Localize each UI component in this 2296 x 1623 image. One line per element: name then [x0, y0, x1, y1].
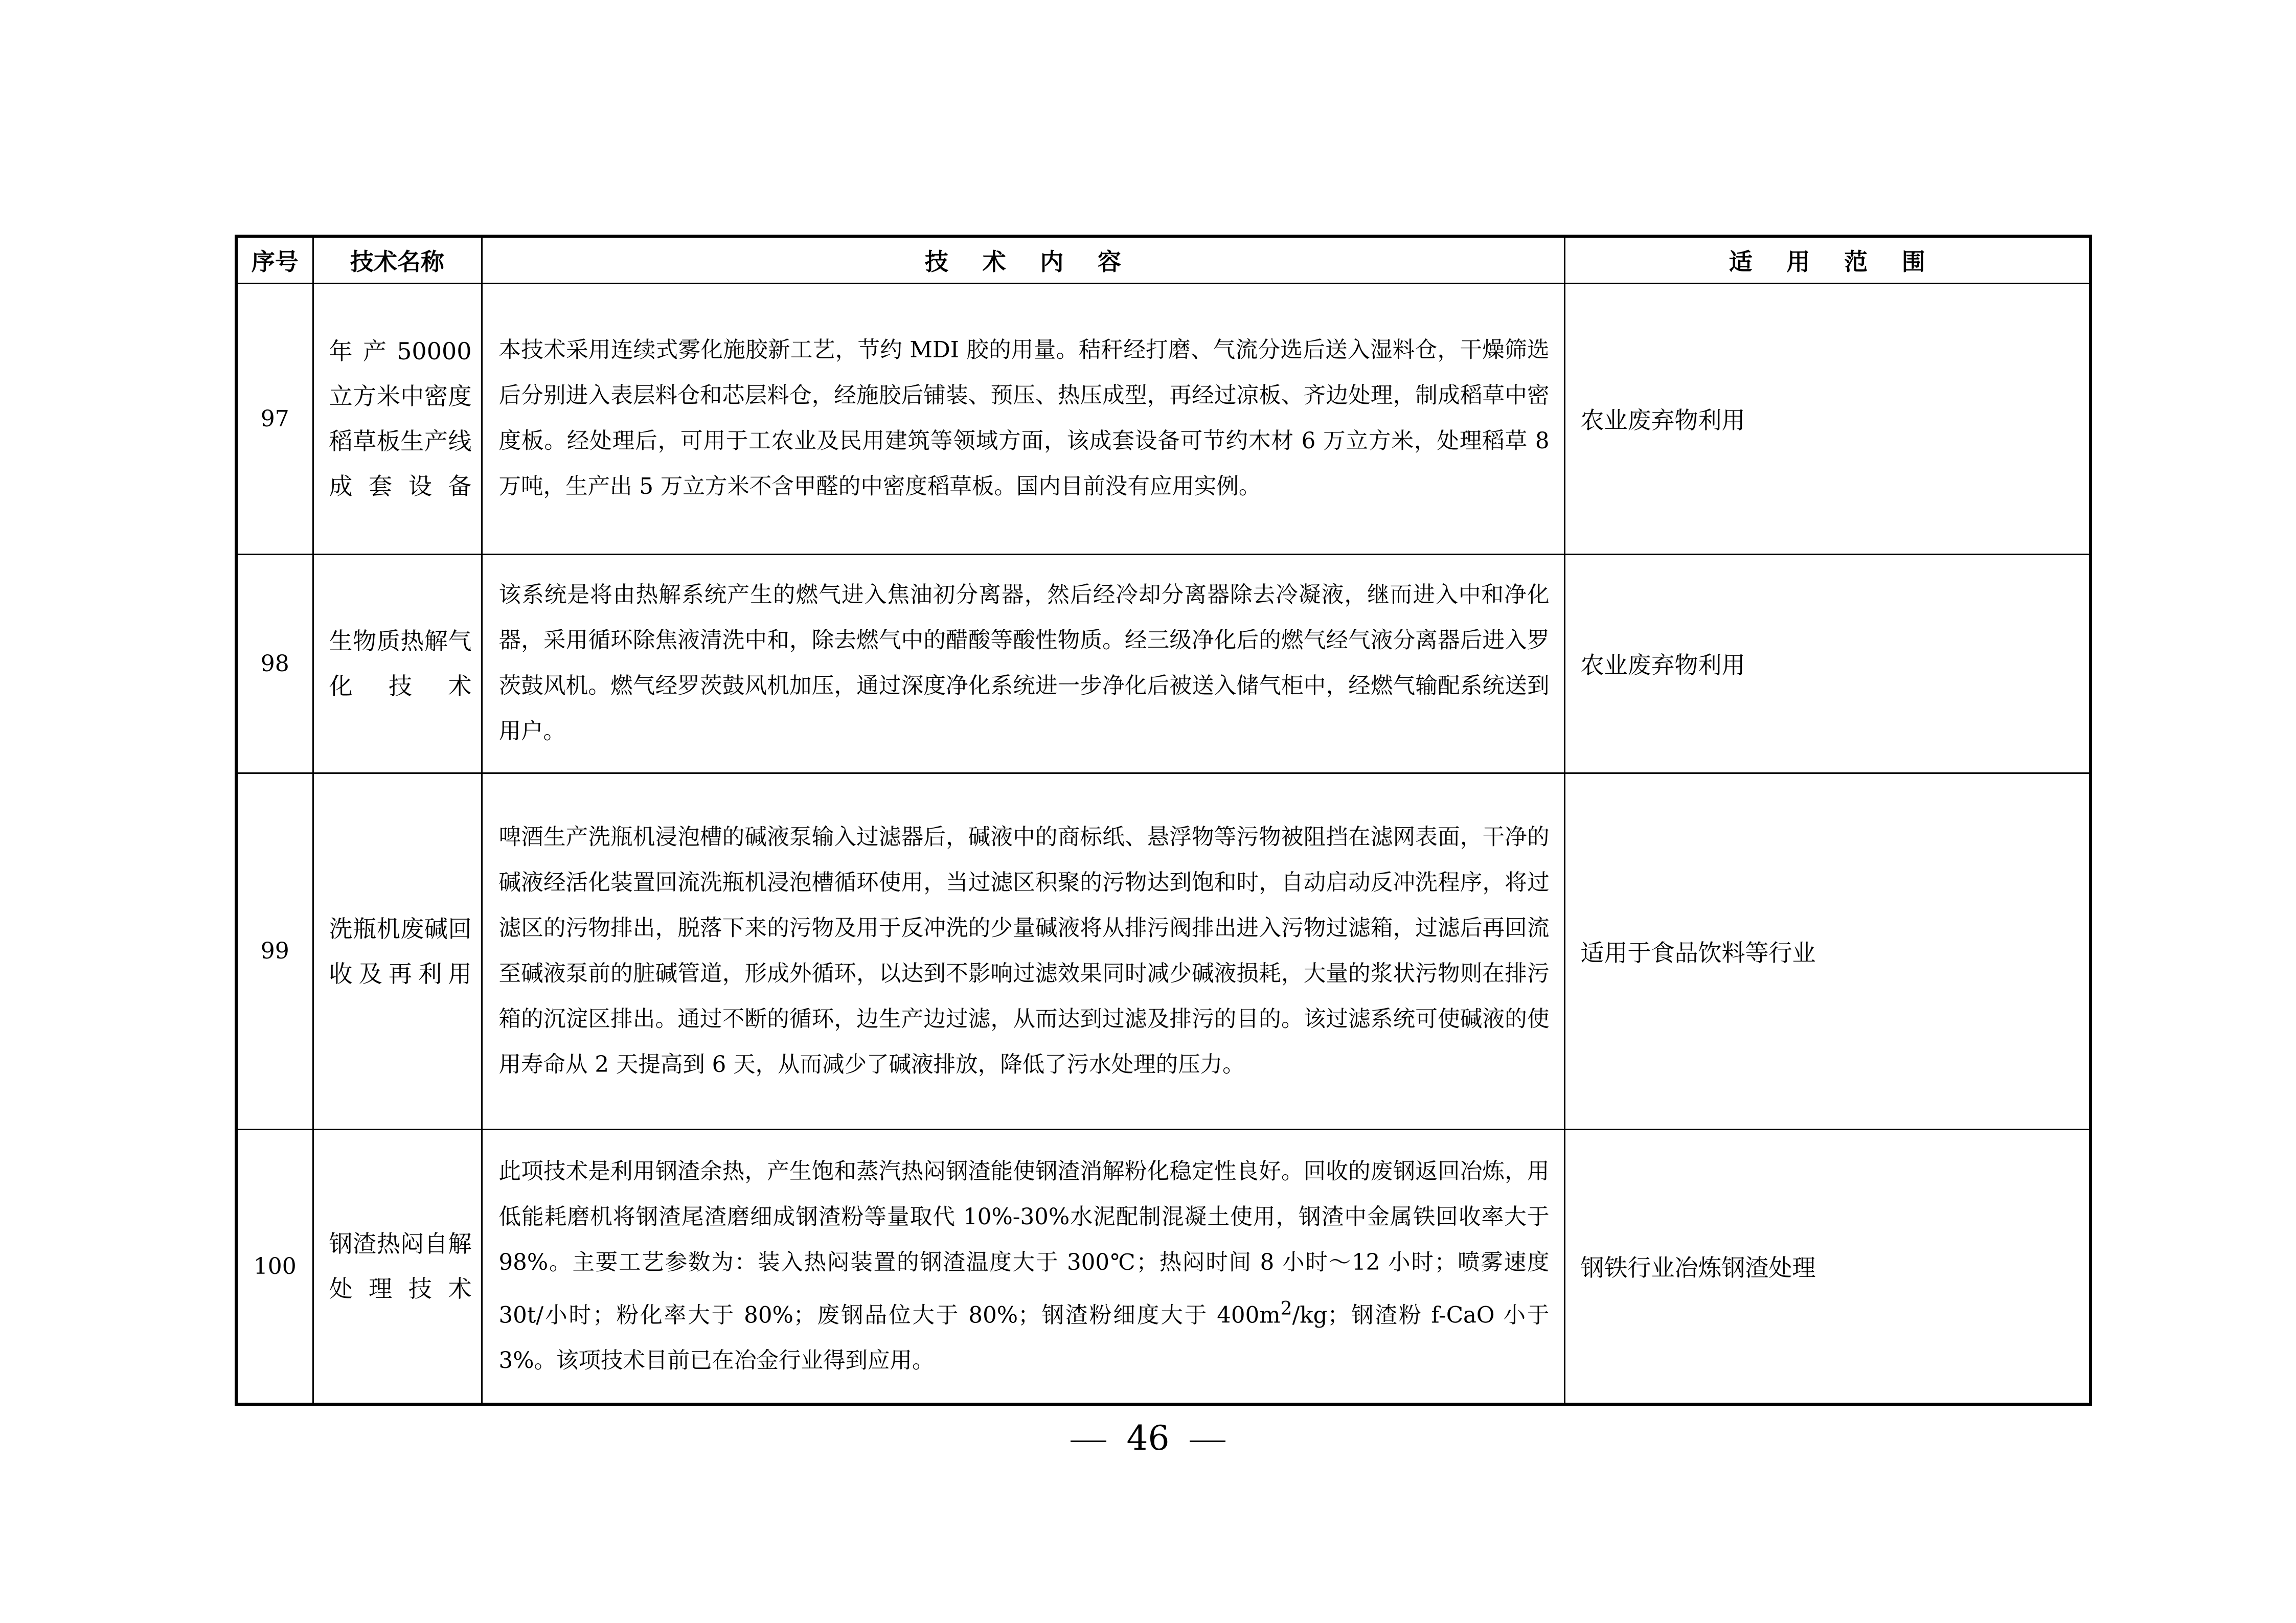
table-row — [236, 283, 2090, 554]
header-content: 技术内容 — [482, 236, 1564, 283]
table-row — [236, 1129, 2090, 1404]
content-text: 此项技术是利用钢渣余热，产生饱和蒸汽热闷钢渣能使钢渣消解粉化稳定性良好。回收的废钢返回冶炼，用低能耗磨机将钢渣尾渣磨细成钢渣粉等量取代 10%-30%水泥配制混凝土使用，钢渣中金属铁回收率大于 98%。主要工艺参数为：装入热闷装置的钢渣温度大于 300℃；热闷时间 8 小时～12 小时；喷雾速度 30t/小时；粉化率大于 80%；废钢品位大于 80%；钢渣粉细度大于 400m — [498, 1158, 1550, 1328]
page-number: 46 — [1126, 1419, 1170, 1458]
row-number: 97 — [236, 283, 313, 554]
application-scope: 适用于食品饮料等行业 — [1564, 773, 2090, 1129]
row-number: 98 — [236, 554, 313, 773]
table-row — [236, 554, 2090, 773]
row-number: 99 — [236, 773, 313, 1129]
header-num: 序号 — [236, 236, 313, 283]
technology-table — [235, 235, 2092, 1406]
technology-name: 年产50000立方米中密度稻草板生产线成套设备 — [313, 283, 482, 554]
page-footer — [0, 1419, 2296, 1458]
header-name: 技术名称 — [313, 236, 482, 283]
footer-dash-left — [1071, 1441, 1106, 1442]
header-scope: 适用范围 — [1564, 236, 2090, 283]
technology-name: 洗瓶机废碱回收及再利用 — [313, 773, 482, 1129]
technology-content: 啤酒生产洗瓶机浸泡槽的碱液泵输入过滤器后，碱液中的商标纸、悬浮物等污物被阻挡在滤网表面，干净的碱液经活化装置回流洗瓶机浸泡槽循环使用，当过滤区积聚的污物达到饱和时，自动启动反冲洗程序，将过滤区的污物排出，脱落下来的污物及用于反冲洗的少量碱液将从排污阀排出进入污物过滤箱，过滤后再回流至碱液泵前的脏碱管道，形成外循环，以达到不影响过滤效果同时减少碱液损耗，大量的浆状污物则在排污箱的沉淀区排出。通过不断的循环，边生产边过滤，从而达到过滤及排污的目的。该过滤系统可使碱液的使用寿命从 2 天提高到 6 天，从而减少了碱液排放，降低了污水处理的压力。 — [482, 773, 1564, 1129]
footer-dash-right — [1190, 1441, 1225, 1442]
application-scope: 钢铁行业冶炼钢渣处理 — [1564, 1129, 2090, 1404]
technology-content: 本技术采用连续式雾化施胶新工艺，节约 MDI 胶的用量。秸秆经打磨、气流分选后送入湿料仓，干燥筛选后分别进入表层料仓和芯层料仓，经施胶后铺装、预压、热压成型，再经过凉板、齐边处理，制成稻草中密度板。经处理后，可用于工农业及民用建筑等领域方面，该成套设备可节约木材 6 万立方米，处理稻草 8 万吨，生产出 5 万立方米不含甲醛的中密度稻草板。国内目前没有应用实例。 — [482, 283, 1564, 554]
technology-name: 钢渣热闷自解处理技术 — [313, 1129, 482, 1404]
technology-content: 该系统是将由热解系统产生的燃气进入焦油初分离器，然后经冷却分离器除去冷凝液，继而进入中和净化器，采用循环除焦液清洗中和，除去燃气中的醋酸等酸性物质。经三级净化后的燃气经气液分离器后进入罗茨鼓风机。燃气经罗茨鼓风机加压，通过深度净化系统进一步净化后被送入储气柜中，经燃气输配系统送到用户。 — [482, 554, 1564, 773]
table-row — [236, 773, 2090, 1129]
application-scope: 农业废弃物利用 — [1564, 554, 2090, 773]
row-number: 100 — [236, 1129, 313, 1404]
superscript: 2 — [1280, 1297, 1292, 1319]
technology-content — [482, 1129, 1564, 1404]
content-text: /kg；钢渣粉 f-CaO 小于 3%。该项技术目前已在冶金行业得到应用。 — [498, 1302, 1550, 1374]
technology-name: 生物质热解气化技术 — [313, 554, 482, 773]
table-header-row — [236, 236, 2090, 283]
application-scope: 农业废弃物利用 — [1564, 283, 2090, 554]
